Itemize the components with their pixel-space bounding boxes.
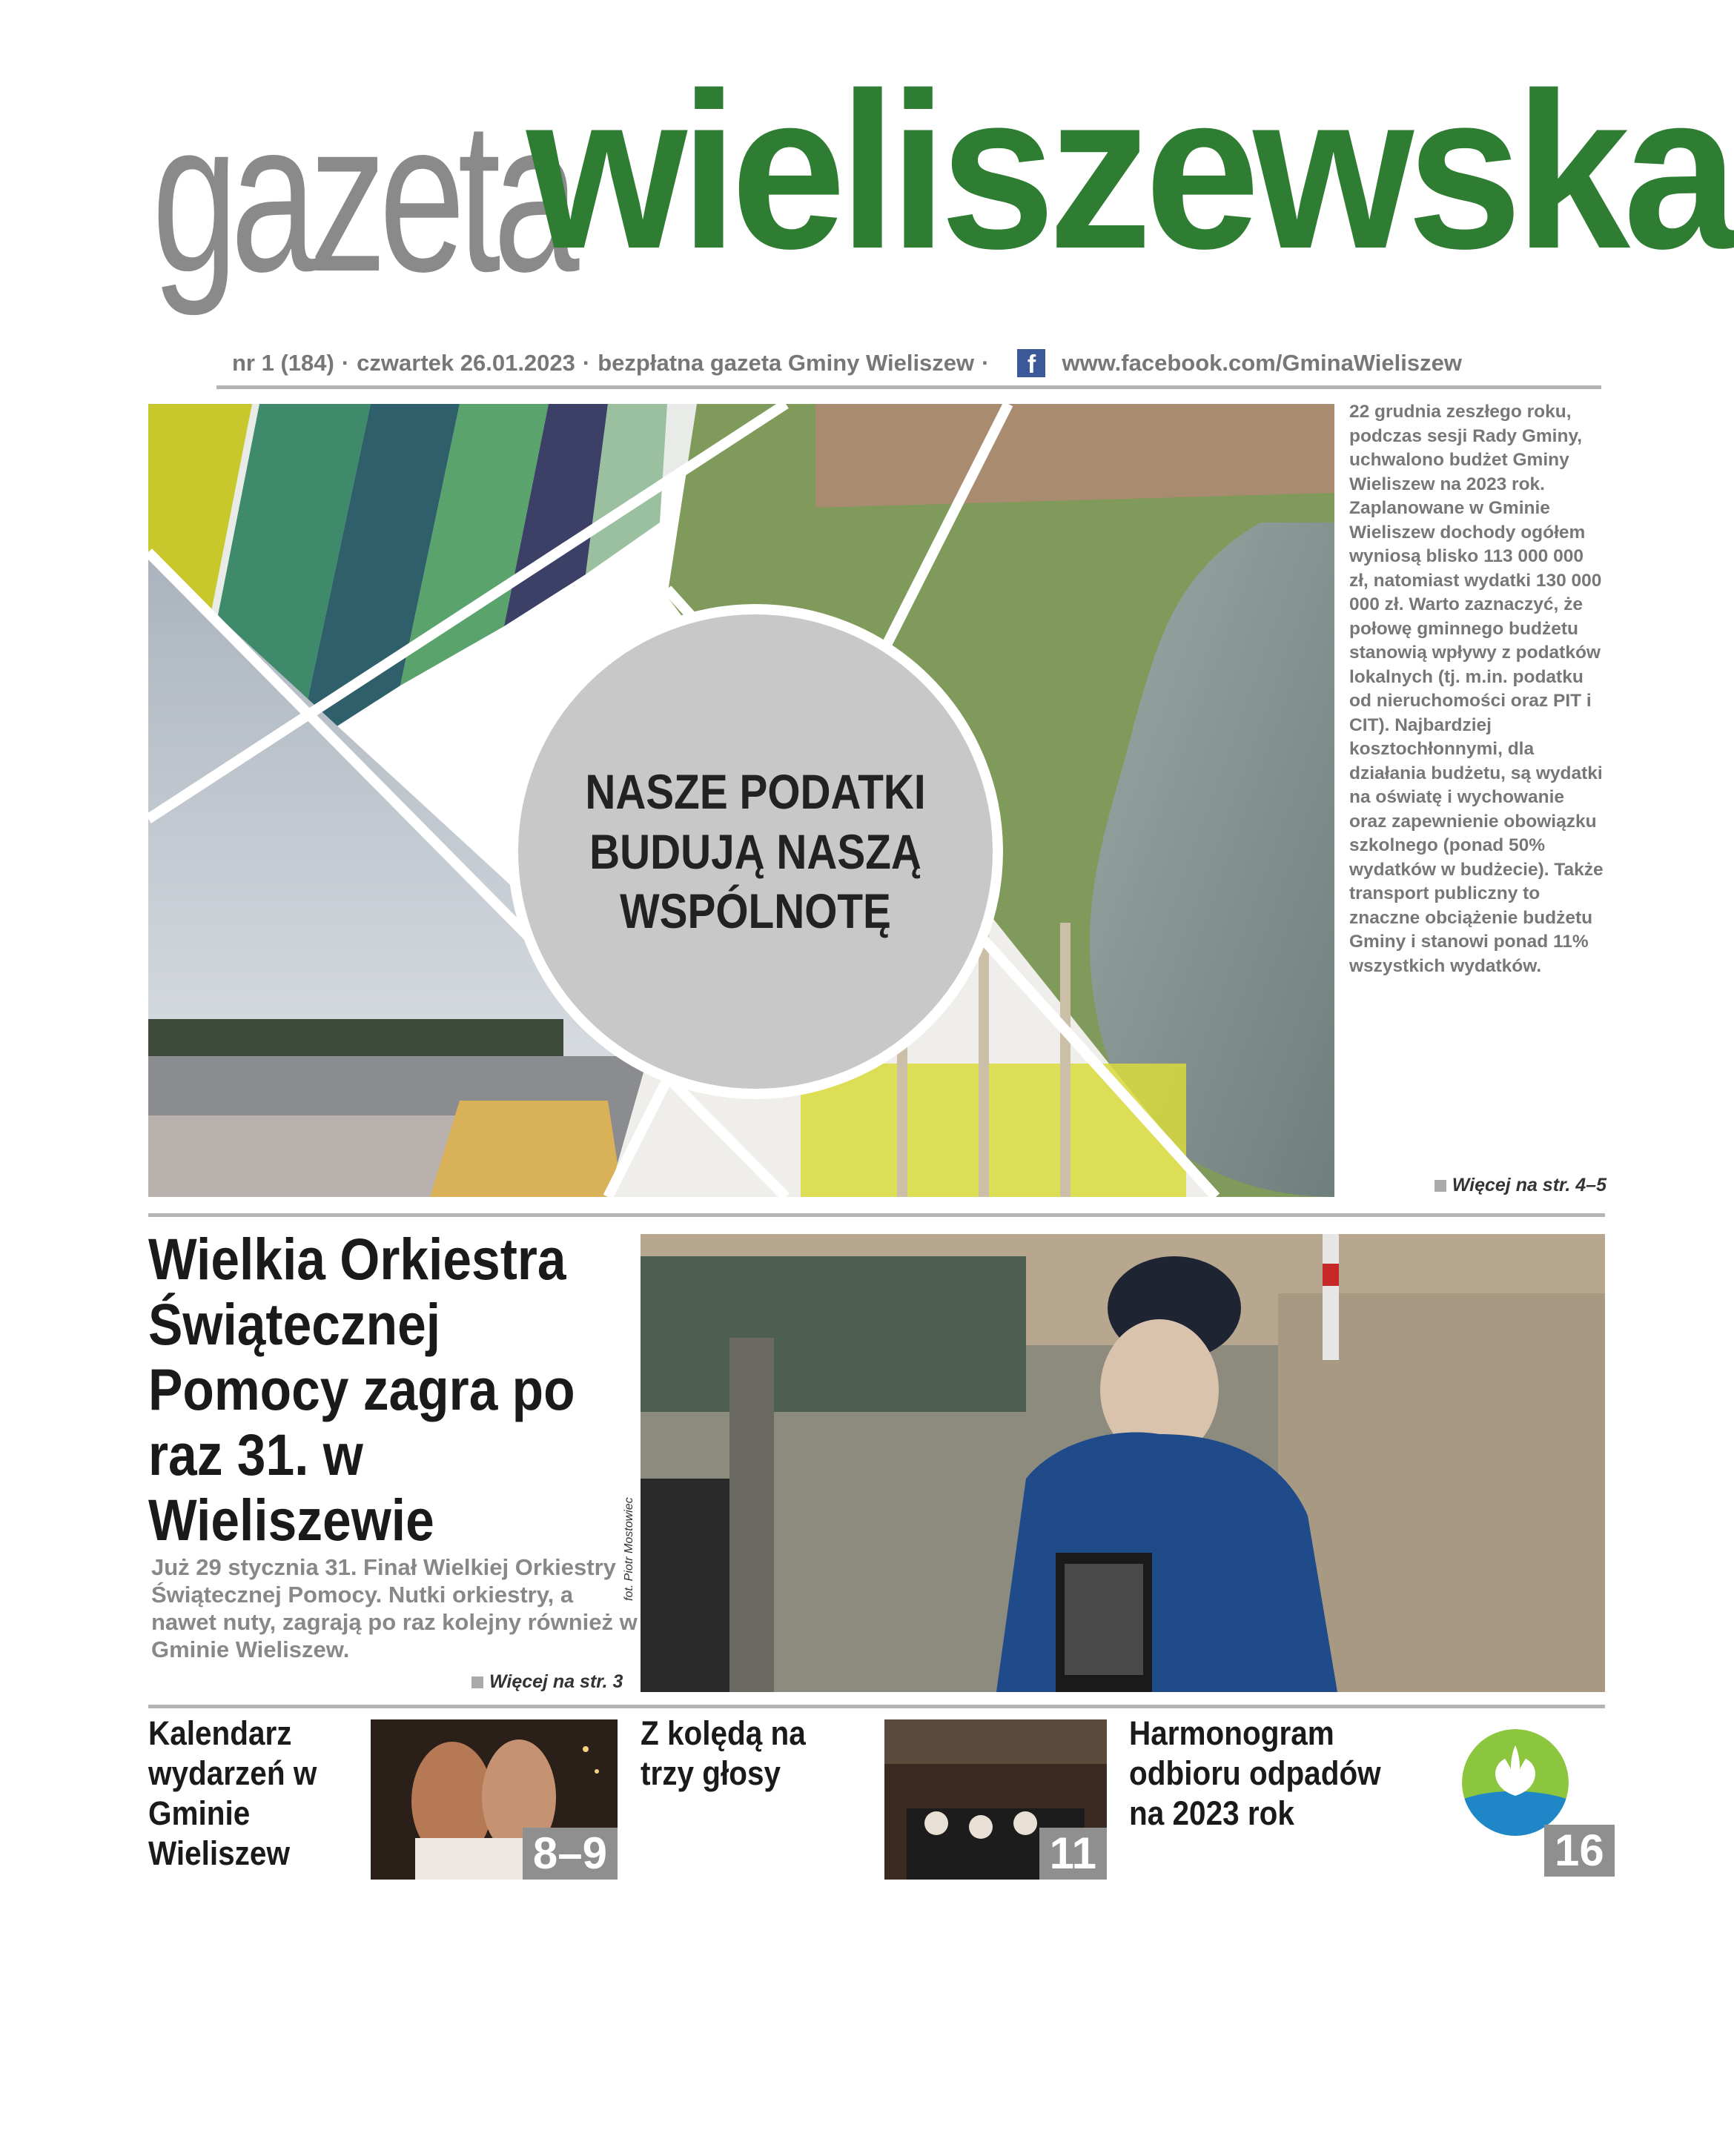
masthead xyxy=(152,46,1732,348)
top-divider xyxy=(216,385,1601,389)
bottom-divider xyxy=(148,1705,1605,1708)
wosp-photo-art xyxy=(641,1234,1605,1692)
wosp-more-link[interactable]: Więcej na str. 3 xyxy=(471,1671,623,1693)
eco-leaf-icon xyxy=(1462,1729,1569,1836)
hero-more-link[interactable]: Więcej na str. 4–5 xyxy=(1434,1175,1606,1196)
teaser-koleda-thumb[interactable] xyxy=(884,1719,1107,1880)
page-badge: 11 xyxy=(1039,1828,1107,1880)
wosp-headline: Wielkia Orkiestra Świątecznej Pomocy zagra po raz 31. w Wieliszewie xyxy=(148,1226,575,1553)
wosp-lead: Już 29 stycznia 31. Finał Wielkiej Orkiestry Świątecznej Pomocy. Nutki orkiestry, a nawet nuty, zagrają po raz kolejny również w Gminie Wieliszew. xyxy=(151,1554,638,1662)
issue-tagline: bezpłatna gazeta Gminy Wieliszew xyxy=(598,350,975,376)
facebook-icon: f xyxy=(1017,349,1045,377)
hero-headline: NASZE PODATKI BUDUJĄ NASZĄ WSPÓLNOTĘ xyxy=(585,764,926,939)
masthead-bold: wieliszewska xyxy=(526,46,1732,295)
teaser-waste[interactable]: Harmonogram odbioru odpadów na 2023 rok xyxy=(1129,1714,1381,1832)
issue-number: nr 1 (184) xyxy=(232,350,334,376)
teaser-calendar-thumb[interactable] xyxy=(371,1719,618,1880)
wosp-photo xyxy=(641,1234,1605,1692)
hero-headline-circle xyxy=(508,604,1003,1099)
bullet-square-icon xyxy=(471,1676,483,1688)
facebook-link[interactable]: www.facebook.com/GminaWieliszew xyxy=(1062,350,1462,376)
issue-date: czwartek 26.01.2023 xyxy=(357,350,575,376)
middle-divider xyxy=(148,1213,1605,1217)
teaser-koleda[interactable]: Z kolędą na trzy głosy xyxy=(641,1714,806,1792)
photo-credit: fot. Piotr Mostowiec xyxy=(623,1497,635,1601)
masthead-light: gazeta xyxy=(152,76,572,316)
issue-line: nr 1 (184) · czwartek 26.01.2023 · bezpłatna gazeta Gminy Wieliszew · f www.facebook.com/GminaWieliszew xyxy=(232,350,1462,379)
page-badge: 16 xyxy=(1544,1825,1615,1877)
page-badge: 8–9 xyxy=(523,1828,618,1880)
teaser-calendar[interactable]: Kalendarz wydarzeń w Gminie Wieliszew xyxy=(148,1714,317,1872)
hero-side-text: 22 grudnia zeszłego roku, podczas sesji Rady Gminy, uchwalono budżet Gminy Wieliszew na 2023 rok. Zaplanowane w Gminie Wieliszew dochody ogółem wyniosą blisko 113 000 000 zł, natomiast wydatki 130 000 000 zł. Warto zaznaczyć, że połowę gminnego budżetu stanowią wpływy z podatków lokalnych (tj. m.in. podatku od nieruchomości oraz PIT i CIT). Najbardziej kosztochłonnymi, dla działania budżetu, są wydatki na oświatę i wychowanie oraz zapewnienie obowiązku szkolnego (ponad 50% wydatków w budżecie). Także transport publiczny to znaczne obciążenie budżetu Gminy i stanowi ponad 11% wszystkich wydatków. xyxy=(1349,402,1604,976)
bullet-square-icon xyxy=(1434,1180,1446,1192)
